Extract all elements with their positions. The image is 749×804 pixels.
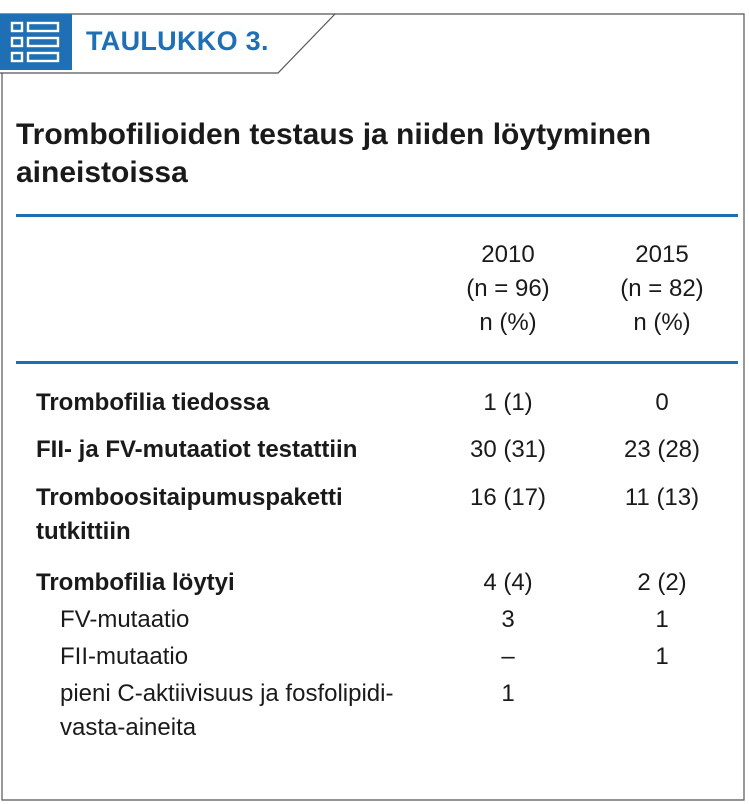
- cell-2015: 0: [655, 389, 669, 416]
- cell-2010: 1 (1): [483, 389, 533, 416]
- cell-2010: 4 (4): [483, 569, 533, 596]
- row-label-line1: pieni C-aktiivisuus ja fosfolipidi-: [60, 680, 394, 707]
- table-title: [16, 116, 716, 192]
- cell-2015: 23 (28): [623, 436, 701, 463]
- column-header-2015: [587, 238, 737, 340]
- row-label-line2: vasta-aineita: [60, 714, 197, 741]
- column-unit: n (%): [633, 309, 691, 336]
- row-label-line1: Tromboositaipumuspaketti: [36, 484, 343, 511]
- cell-2015: 11 (13): [624, 484, 700, 511]
- cell-2015: 1: [655, 606, 669, 633]
- row-label-line2: tutkittiin: [36, 518, 131, 545]
- column-header-2010: [433, 238, 583, 340]
- column-n: (n = 82): [620, 275, 704, 302]
- table-title-line2: aineistoissa: [16, 156, 188, 189]
- table-icon: [0, 14, 72, 70]
- cell-2010: –: [501, 643, 515, 670]
- cell-2010: 30 (31): [469, 436, 547, 463]
- top-rule: [16, 214, 738, 217]
- row-label: Trombofilia tiedossa: [36, 389, 270, 416]
- column-year: 2015: [635, 241, 689, 268]
- table-number-label: TAULUKKO 3.: [86, 26, 269, 56]
- cell-2010: 16 (17): [469, 484, 547, 511]
- table-title-line1: Trombofilioiden testaus ja niiden löytyminen: [16, 118, 652, 151]
- row-label: [60, 677, 450, 745]
- cell-2015: 2 (2): [637, 569, 687, 596]
- cell-2010: 3: [501, 606, 515, 633]
- row-label: FII-mutaatio: [60, 643, 189, 670]
- column-unit: n (%): [479, 309, 537, 336]
- header-rule: [16, 361, 738, 364]
- column-year: 2010: [481, 241, 535, 268]
- row-label: FV-mutaatio: [60, 606, 190, 633]
- column-n: (n = 96): [466, 275, 550, 302]
- cell-2010: 1: [501, 680, 515, 707]
- row-label: FII- ja FV-mutaatiot testattiin: [36, 436, 358, 463]
- row-label: Trombofilia löytyi: [36, 569, 235, 596]
- row-label: [36, 481, 426, 549]
- cell-2015: 1: [655, 643, 669, 670]
